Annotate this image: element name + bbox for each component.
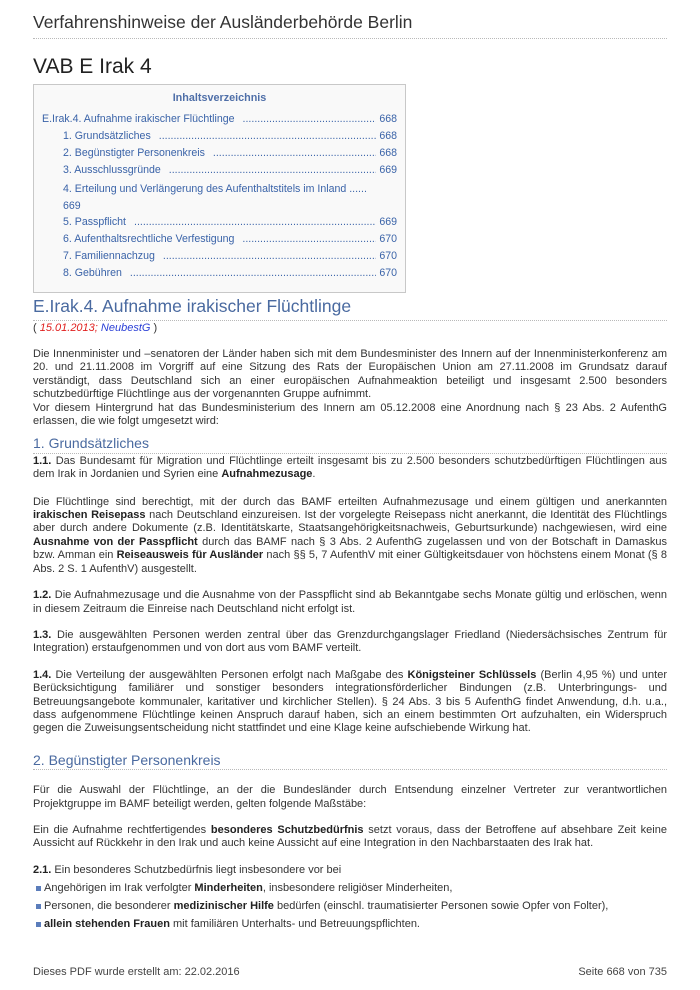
document-title: VAB E Irak 4 [33,55,152,78]
paragraph-number: 2.1. [33,863,52,876]
page-footer [33,966,667,978]
toc-entry-page[interactable]: 668 [379,130,397,143]
paragraph-1-4 [33,669,667,736]
list-text: mit familiären Unterhalts- und Betreuungspflichten. [169,918,420,931]
list-text: Angehörigen im Irak verfolgter [44,882,195,895]
paragraph-text: (Berlin 4,95 %) und unter Berücksichtigung familiärer und sonstiger besonders integrationsförderlicher Bindungen (z.B. Unterbringungs- und Betreuungsangebote kommunaler, karitativer und kirchlicher Stellen). § 24 Abs. 3 bis 5 AufenthG findet Anwendung, d.h. u.a., dass aufgenommene Flüchtlinge keinen Anspruch darauf haben, sich an einem bestimmten Ort aufzuhalten, ein Widerspruch gegen die Zuweisungsentscheidung nicht stattfindet und eine Klage keine aufschiebende Wirkung hat. [33,668,667,735]
paragraph-text: nach Deutschland einzureisen. Ist der vorgelegte Reisepass nicht anerkannt, die Identität des Flüchtlings aber durch andere Dokumente (z.B. Identitätskarte, Staatsangehörigkeitsnachweis, Geburtsurkunde) nachgewiesen, wird eine [33,509,667,535]
paragraph-text: Die Aufnahmezusage und die Ausnahme von der Passpflicht sind ab Bekanntgabe sechs Monate gültig und erlöschen, wenn in diesem Zeitraum die Einreise nach Deutschland nicht erfolgt ist. [33,589,667,615]
toc-entry-label[interactable]: 2. Begünstigter Personenkreis [63,147,205,160]
toc-entry-label[interactable]: E.Irak.4. Aufnahme irakischer Flüchtlinge [42,113,235,125]
paragraph-number: 1.2. [33,589,52,602]
table-of-contents [33,84,406,293]
paragraph-1-3 [33,629,667,656]
subsection-heading-grundsaetzliches: 1. Grundsätzliches [33,437,667,453]
section-heading: E.Irak.4. Aufnahme irakischer Flüchtlinge [33,296,667,321]
toc-entry-label[interactable]: 4. Erteilung und Verlängerung des Aufenthaltstitels im Inland [63,183,347,196]
toc-entry[interactable] [42,267,397,284]
toc-entry-page[interactable]: 670 [379,232,397,245]
paragraph-text: Ein die Aufnahme rechtfertigendes [33,823,211,836]
toc-entry[interactable]: 4. Erteilung und Verlängerung des Aufenthaltstitels im Inland ...... 669 [63,183,367,213]
bold-term: besonderes Schutzbedürfnis [210,823,364,836]
paragraph-protection-need [33,824,667,851]
list-item [33,918,667,936]
bold-term: irakischen Reisepass [33,509,146,522]
bold-term: Reiseausweis für Ausländer [116,549,264,562]
paragraph-1-1 [33,455,667,482]
bold-term: Ausnahme von der Passpflicht [33,535,198,548]
toc-entry[interactable] [42,147,397,164]
toc-entry-label[interactable]: 1. Grundsätzliches [63,130,151,143]
paragraph-text: nach §§ 5, 7 AufenthV mit einer Gültigkeitsdauer von höchstens einem Monat (§ 8 Abs. 2 S. 1 AufenthV) ausgestellt. [33,549,667,575]
paragraph-number: 1.1. [33,454,52,467]
toc-entry-page[interactable]: 668 [379,147,397,160]
toc-entry-label[interactable]: 6. Aufenthaltsrechtliche Verfestigung [63,232,235,245]
paragraph-text: Die ausgewählten Personen werden zentral über das Grenzdurchgangslager Friedland (Niedersächsisches Zentrum für Integration) erstaufgenommen und von dort aus vom BAMF verteilt. [33,628,667,655]
paragraph-text: Die Flüchtlinge sind berechtigt, mit der durch das BAMF erteilten Aufnahmezusage und einem gültigen und anerkannten [33,495,667,508]
paragraph-2-1 [33,864,667,877]
intro-paragraph: Die Innenminister und –senatoren der Länder haben sich mit dem Bundesminister des Innern auf der Innenministerkonferenz am 20. und 21.11.2008 im Vorgriff auf eine Sitzung des Rats der Europäischen Union am 27.11.2008 im Grundsatz darauf verständigt, dass Deutschland sich an einer europäischen Aufnahmeaktion beteiligt und insgesamt 2.500 besonders schutzbedürftige Flüchtlinge aus der vorgenannten Gruppe aufnimmt. [33,348,667,401]
footer-created-date: Dieses PDF wurde erstellt am: 22.02.2016 [33,966,240,978]
paragraph-text: . [312,468,316,481]
bold-term: medizinischer Hilfe [173,900,274,913]
bold-term: allein stehenden Frauen [44,918,170,931]
paragraph-text: setzt voraus, dass der Betroffene auf absehbare Zeit keine Aussicht auf Rückkehr in den Irak und auch keine Aussicht auf eine Integration in den Nachbarstaaten des Irak hat. [33,823,667,850]
toc-entry-label[interactable]: 8. Gebühren [63,266,122,279]
bold-term: Königsteiner Schlüssels [407,668,537,681]
section-meta [33,322,157,334]
meta-tag-link[interactable]: NeubestG [100,322,151,334]
toc-entry-page[interactable]: 669 [379,164,397,177]
paragraph-text: Das Bundesamt für Migration und Flüchtlinge erteilt insgesamt bis zu 2.500 besonders schutzbedürftigen Flüchtlingen aus dem Irak in Jordanien und Syrien eine [33,454,667,481]
toc-main-entry[interactable] [42,113,397,130]
toc-entry-label[interactable]: 3. Ausschlussgründe [63,164,161,177]
bold-term: Aufnahmezusage [221,468,313,481]
footer-page-number: Seite 668 von 735 [578,966,667,978]
list-text: bedürfen (einschl. traumatisierter Personen sowie Opfer von Folter), [273,900,609,913]
paragraph-number: 1.3. [33,628,52,641]
toc-entry[interactable] [42,130,397,147]
toc-entry-page[interactable]: 668 [379,113,397,125]
bold-term: Minderheiten [194,882,263,895]
toc-entry-label[interactable]: 7. Familiennachzug [63,249,155,262]
paragraph-number: 1.4. [33,668,52,681]
toc-entry-label[interactable]: 5. Passpflicht [63,215,127,228]
paragraph-selection: Für die Auswahl der Flüchtlinge, an der die Bundesländer durch Entsendung einzelner Vertreter zur verantwortlichen Projektgruppe im BAMF beteiligt werden, gelten folgende Maßstäbe: [33,784,667,810]
toc-entry[interactable] [42,216,397,233]
toc-entry-page[interactable]: 670 [379,249,397,262]
meta-date[interactable]: 15.01.2013; [39,322,98,334]
running-header: Verfahrenshinweise der Ausländerbehörde Berlin [33,12,667,39]
list-item [33,900,667,918]
intro-paragraph: Vor diesem Hintergrund hat das Bundesministerium des Innern am 05.12.2008 eine Anordnung nach § 23 Abs. 2 AufenthG erlassen, die wie folgt umgesetzt wird: [33,401,667,428]
toc-entry[interactable] [42,164,397,181]
subsection-heading-personenkreis: 2. Begünstigter Personenkreis [33,754,667,770]
document-body [33,348,667,936]
meta-paren: ( [33,322,40,334]
toc-entry-page[interactable]: 669 [379,215,397,228]
toc-entry-page[interactable]: 670 [379,266,397,279]
toc-entry[interactable] [42,250,397,267]
toc-title: Inhaltsverzeichnis [172,92,267,104]
paragraph-text: Ein besonderes Schutzbedürfnis liegt insbesondere vor bei [51,863,342,876]
meta-paren: ) [150,322,158,334]
paragraph-1-2 [33,589,667,616]
paragraph-text: durch das BAMF nach § 3 Abs. 2 AufenthG zugelassen und von der Botschaft in Damaskus bzw. Amman ein [33,535,667,562]
paragraph-text: Die Verteilung der ausgewählten Personen erfolgt nach Maßgabe des [51,668,408,681]
paragraph-passport [33,496,667,576]
criteria-list [33,882,667,936]
toc-entry-page[interactable]: 669 [63,200,81,213]
list-item [33,882,667,900]
toc-entry[interactable] [42,233,397,250]
list-text: Personen, die besonderer [44,900,174,913]
list-text: , insbesondere religiöser Minderheiten, [262,882,453,895]
